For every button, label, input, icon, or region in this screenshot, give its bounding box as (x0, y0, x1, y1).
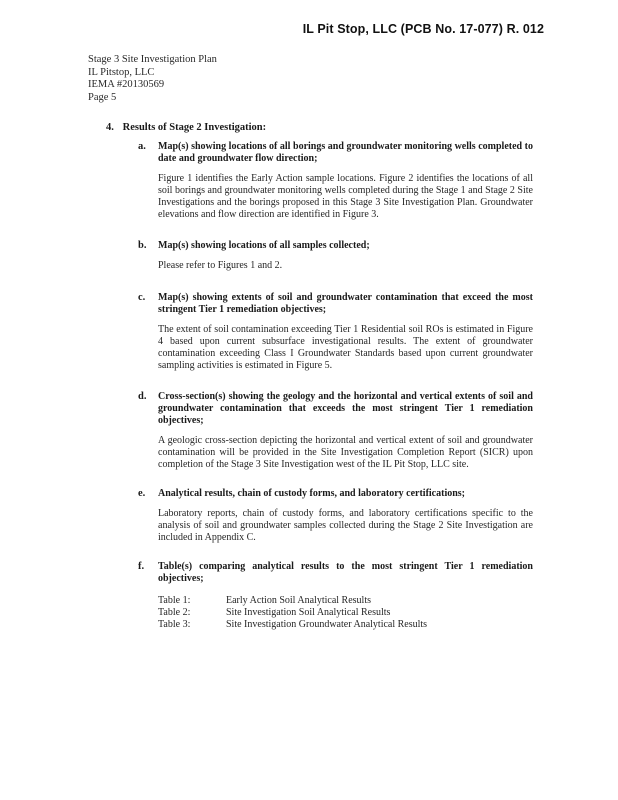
item-letter: a. (138, 141, 146, 152)
item-f (138, 561, 533, 631)
item-body: Please refer to Figures 1 and 2. (158, 260, 283, 271)
table-label: Table 2: (158, 607, 191, 618)
tables-list (158, 595, 427, 631)
item-letter: d. (138, 391, 147, 402)
item-d (138, 391, 533, 471)
header-company: IL Pitstop, LLC (88, 66, 155, 78)
item-heading: Map(s) showing locations of all borings and groundwater monitoring wells completed to date and groundwater flow direction; (158, 141, 533, 164)
item-letter: b. (138, 240, 147, 251)
table-title: Early Action Soil Analytical Results (226, 595, 371, 606)
item-heading: Map(s) showing locations of all samples collected; (158, 240, 370, 251)
header-page-number: Page 5 (88, 91, 117, 103)
item-letter: f. (138, 561, 145, 572)
table-label: Table 3: (158, 619, 191, 630)
table-row (158, 619, 427, 631)
item-b (138, 240, 533, 272)
item-letter: c. (138, 292, 146, 303)
table-row (158, 595, 427, 607)
item-heading: Cross-section(s) showing the geology and the horizontal and vertical extents of soil and groundwater contamination that exceeds the most stringent Tier 1 remediation objectives; (158, 391, 533, 426)
item-body: The extent of soil contamination exceeding Tier 1 Residential soil ROs is estimated in Figure 4 based upon current subsurface investigational results. The extent of groundwater contamination exceeding Class I Groundwater Standards based upon current groundwater sampling activities is estimated in Figure 5. (158, 324, 533, 371)
item-e (138, 488, 533, 544)
section-number: 4. (106, 122, 114, 133)
item-letter: e. (138, 488, 146, 499)
item-a (138, 141, 533, 221)
item-body: Laboratory reports, chain of custody forms, and laboratory certifications specific to the analysis of soil and groundwater samples collected during the Stage 2 Site Investigation are included in Appendix C. (158, 508, 533, 543)
table-label: Table 1: (158, 595, 191, 606)
table-title: Site Investigation Soil Analytical Results (226, 607, 391, 618)
item-heading: Analytical results, chain of custody forms, and laboratory certifications; (158, 488, 466, 499)
item-heading: Map(s) showing extents of soil and groundwater contamination that exceed the most stringent Tier 1 remediation objectives; (158, 292, 533, 315)
header-iema-number: IEMA #20130569 (88, 79, 165, 90)
section-heading (106, 122, 266, 133)
item-heading: Table(s) comparing analytical results to the most stringent Tier 1 remediation objectives; (158, 561, 533, 584)
header-plan-title: Stage 3 Site Investigation Plan (88, 54, 217, 65)
item-body: A geologic cross-section depicting the horizontal and vertical extent of soil and groundwater contamination will be provided in the Site Investigation Completion Report (SICR) upon completion of the Stage 3 Site Investigation west of the IL Pit Stop, LLC site. (158, 435, 533, 470)
section-title: Results of Stage 2 Investigation: (122, 122, 267, 133)
table-title: Site Investigation Groundwater Analytical Results (226, 619, 428, 630)
document-header (88, 54, 217, 104)
item-body: Figure 1 identifies the Early Action sample locations. Figure 2 identifies the locations of all soil borings and groundwater monitoring wells completed during the Stage 1 and Stage 2 Site Investigations and the borings proposed in this Stage 3 Site Investigation Plan. Groundwater elevations and flow direction are identified in Figure 3. (158, 173, 533, 220)
document-stamp: IL Pit Stop, LLC (PCB No. 17-077) R. 012 (302, 22, 544, 36)
table-row (158, 607, 427, 619)
item-c (138, 292, 533, 372)
